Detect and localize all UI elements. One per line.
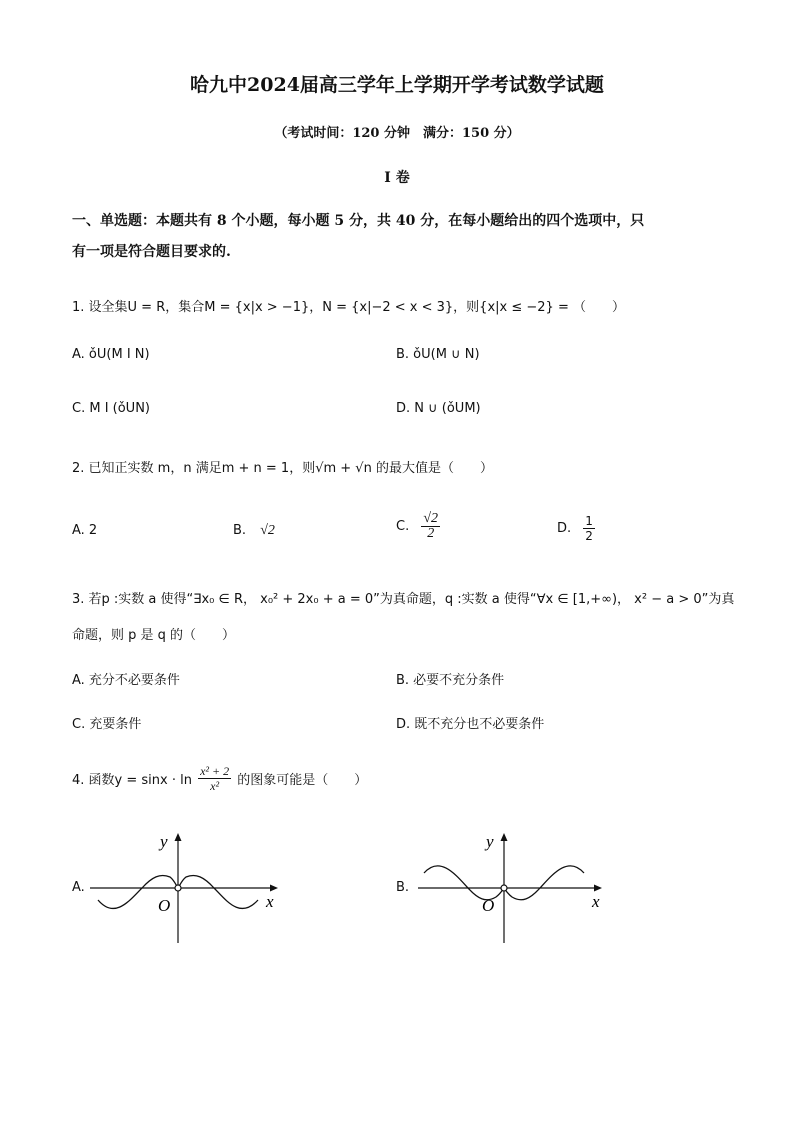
question-2-stem: 2. 已知正实数 m，n 满足m + n = 1，则√m + √n 的最大值是（ ） [72,461,493,476]
fraction-numerator: 1 [585,514,593,528]
stem-suffix: 的图象可能是（ ） [237,773,368,788]
option-label: D. [557,521,572,536]
question-1-option-a[interactable]: A. ǒU(M I N) [72,347,150,362]
origin-label: O [482,896,495,915]
question-3-option-d[interactable]: D. 既不充分也不必要条件 [396,717,545,732]
x-axis-label: x [592,892,600,911]
question-2-option-b[interactable] [233,523,275,539]
question-2-option-a[interactable]: A. 2 [72,523,98,538]
fraction-denominator: 2 [585,529,593,543]
fraction-denominator: x² [210,779,220,793]
question-1-stem: 1. 设全集U = R，集合M = {x|x > −1}，N = {x|−2 < x < 3}，则{x|x ≤ −2} = （ ） [72,300,625,315]
section-instructions-line1: 一、单选题：本题共有 8 个小题，每小题 5 分，共 40 分，在每小题给出的四个选项中，只 [72,213,645,229]
exam-duration-and-score: （考试时间：120 分钟 满分：150 分） [274,126,520,141]
question-1-option-d[interactable]: D. N ∪ (ǒUM) [396,401,481,416]
y-axis-label: y [486,832,494,851]
question-2-option-c[interactable] [396,512,440,541]
question-3-option-a[interactable]: A. 充分不必要条件 [72,673,180,688]
option-label: B. [233,523,247,538]
question-3-stem-line2: 命题，则 p 是 q 的（ ） [72,628,236,643]
volume-label: I 卷 [384,170,410,186]
origin-label: O [158,896,171,915]
question-4-stem [72,764,367,793]
fraction-denominator: 2 [427,526,435,541]
fraction-sqrt2-over-2 [421,512,440,541]
question-4-option-a-label[interactable]: A. [72,880,85,895]
question-1-option-b[interactable]: B. ǒU(M ∪ N) [396,347,480,362]
y-axis-label: y [160,832,168,851]
question-4-option-b-label[interactable]: B. [396,880,410,895]
x-axis-label: x [266,892,274,911]
sqrt2-value: √2 [260,523,275,538]
question-4-option-a-graph[interactable] [90,825,290,950]
question-2-option-d[interactable] [557,514,595,543]
fraction-x2plus2-over-x2 [198,764,231,793]
question-3-option-c[interactable]: C. 充要条件 [72,717,142,732]
question-4-option-b-graph[interactable] [414,825,614,950]
exam-title: 哈九中2024届高三学年上学期开学考试数学试题 [190,74,604,96]
section-instructions-line2: 有一项是符合题目要求的. [72,244,231,260]
question-3-option-b[interactable]: B. 必要不充分条件 [396,673,505,688]
fraction-one-half [583,514,595,543]
fraction-numerator: √2 [423,511,439,526]
fraction-numerator: x² + 2 [200,764,230,778]
question-3-stem-line1: 3. 若p :实数 a 使得“∃x₀ ∈ R， x₀² + 2x₀ + a = 0”为真命题，q :实数 a 使得“∀x ∈ [1,+∞)， x² − a > 0”为真 [72,592,735,607]
question-1-option-c[interactable]: C. M I (ǒUN) [72,401,150,416]
option-label: C. [396,519,410,534]
stem-prefix: 4. 函数y = sinx · ln [72,773,192,788]
